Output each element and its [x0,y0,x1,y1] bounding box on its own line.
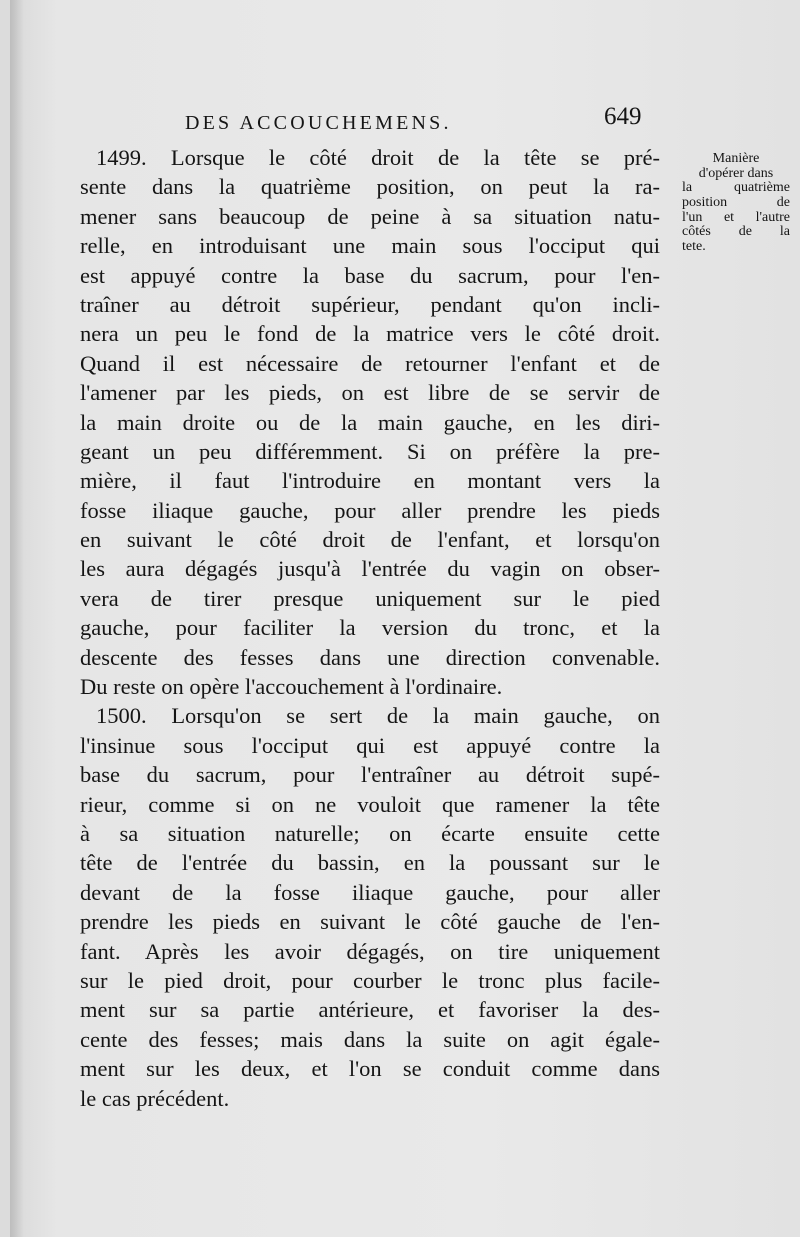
text-line: fant. Après les avoir dégagés, on tire uniquement [80,938,660,964]
margin-note-line: tete. [682,239,706,255]
text-line: Quand il est nécessaire de retourner l'enfant et de [80,350,660,376]
page-number: 649 [604,103,642,130]
margin-note-line: la quatrième [682,180,790,196]
text-line: devant de la fosse iliaque gauche, pour aller [80,879,660,905]
text-line: relle, en introduisant une main sous l'occiput qui [80,233,660,259]
margin-note-line: position de [682,195,790,211]
text-line: l'insinue sous l'occiput qui est appuyé contre la [80,732,660,758]
text-line: nera un peu le fond de la matrice vers le côté droit. [80,321,660,347]
text-line: geant un peu différemment. Si on préfère la pre- [80,438,660,464]
margin-note-line: d'opérer dans [698,165,774,181]
text-line: l'amener par les pieds, on est libre de se servir de [80,380,660,406]
text-line: rieur, comme si on ne vouloit que ramener la tête [80,791,660,817]
text-line: mener sans beaucoup de peine à sa situation natu- [80,203,660,229]
book-page [10,0,800,1237]
text-line: tête de l'entrée du bassin, en la poussant sur le [80,850,660,876]
text-line: cente des fesses; mais dans la suite on agit égale- [80,1026,660,1052]
text-line: mière, il faut l'introduire en montant vers la [80,468,660,494]
text-line: traîner au détroit supérieur, pendant qu'on incli- [80,291,660,317]
text-line: prendre les pieds en suivant le côté gauche de l'en- [80,909,660,935]
text-line: 1500. Lorsqu'on se sert de la main gauche, on [96,703,660,729]
text-line: fosse iliaque gauche, pour aller prendre les pieds [80,497,660,523]
text-line: les aura dégagés jusqu'à l'entrée du vagin on obser- [80,556,660,582]
text-line: sente dans la quatrième position, on peut la ra- [80,174,660,200]
text-line: à sa situation naturelle; on écarte ensuite cette [80,820,660,846]
text-line: descente des fesses dans une direction convenable. [80,644,660,670]
text-line: gauche, pour faciliter la version du tronc, et la [80,615,660,641]
text-line: la main droite ou de la main gauche, en les diri- [80,409,660,435]
body-text [80,143,660,1113]
text-line: est appuyé contre la base du sacrum, pour l'en- [80,262,660,288]
text-line: vera de tirer presque uniquement sur le pied [80,585,660,611]
margin-note-line: Manière [712,151,760,166]
text-line: sur le pied droit, pour courber le tronc plus facile- [80,967,660,993]
text-line: 1499. Lorsque le côté droit de la tête se pré- [96,145,660,170]
text-line: ment sur les deux, et l'on se conduit comme dans [80,1056,660,1082]
text-line: ment sur sa partie antérieure, et favoriser la des- [80,997,660,1023]
text-line: base du sacrum, pour l'entraîner au détroit supé- [80,762,660,788]
margin-note-line: côtés de la [682,224,790,240]
text-line: en suivant le côté droit de l'enfant, et lorsqu'on [80,527,660,553]
text-line: le cas précédent. [80,1085,230,1111]
running-head: DES ACCOUCHEMENS. [185,112,452,134]
margin-note-line: l'un et l'autre [682,209,790,225]
margin-note [682,152,790,255]
text-line: Du reste on opère l'accouchement à l'ordinaire. [80,674,503,700]
